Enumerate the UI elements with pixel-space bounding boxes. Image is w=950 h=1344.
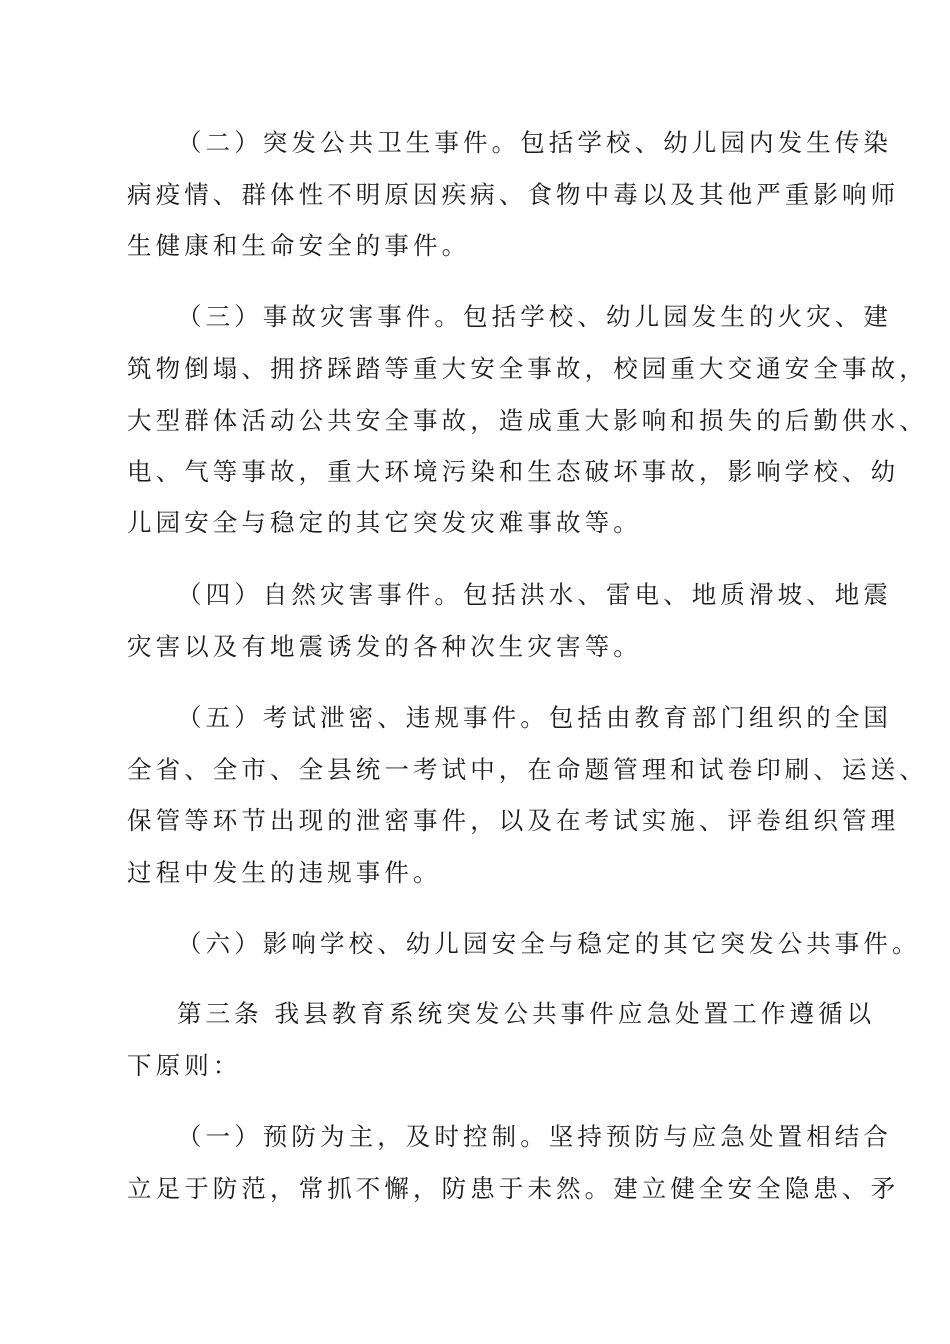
paragraph-4-line-4: 过程中发生的违规事件。 [127, 858, 442, 887]
paragraph-4-line-2: 全省、全市、全县统一考试中，在命题管理和试卷印刷、运送、 [127, 755, 928, 784]
paragraph-5-line-1: （六）影响学校、幼儿园安全与稳定的其它突发公共事件。 [177, 929, 921, 958]
paragraph-7-line-2: 立足于防范，常抓不懈，防患于未然。建立健全安全隐患、矛 [127, 1174, 900, 1203]
paragraph-3-line-1: （四）自然灾害事件。包括洪水、雷电、地质滑坡、地震 [177, 580, 892, 609]
paragraph-7-line-1: （一）预防为主，及时控制。坚持预防与应急处置相结合 [177, 1122, 892, 1151]
paragraph-2-line-4: 电、气等事故，重大环境污染和生态破坏事故，影响学校、幼 [127, 457, 900, 486]
paragraph-1-line-2: 病疫情、群体性不明原因疾病、食物中毒以及其他严重影响师 [127, 180, 900, 209]
paragraph-2-line-3: 大型群体活动公共安全事故，造成重大影响和损失的后勤供水、 [127, 406, 928, 435]
paragraph-4-line-1: （五）考试泄密、违规事件。包括由教育部门组织的全国 [177, 703, 892, 732]
paragraph-2-line-1: （三）事故灾害事件。包括学校、幼儿园发生的火灾、建 [177, 302, 892, 331]
paragraph-4-line-3: 保管等环节出现的泄密事件，以及在考试实施、评卷组织管理 [127, 806, 900, 835]
paragraph-2-line-5: 儿园安全与稳定的其它突发灾难事故等。 [127, 508, 642, 537]
paragraph-1-line-3: 生健康和生命安全的事件。 [127, 231, 471, 260]
paragraph-1-line-1: （二）突发公共卫生事件。包括学校、幼儿园内发生传染 [177, 128, 892, 157]
paragraph-6-line-2: 下原则： [127, 1051, 242, 1080]
paragraph-2-line-2: 筑物倒塌、拥挤踩踏等重大安全事故，校园重大交通安全事故， [127, 354, 928, 383]
paragraph-6-line-1: 第三条 我县教育系统突发公共事件应急处置工作遵循以 [177, 999, 876, 1028]
paragraph-3-line-2: 灾害以及有地震诱发的各种次生灾害等。 [127, 632, 642, 661]
